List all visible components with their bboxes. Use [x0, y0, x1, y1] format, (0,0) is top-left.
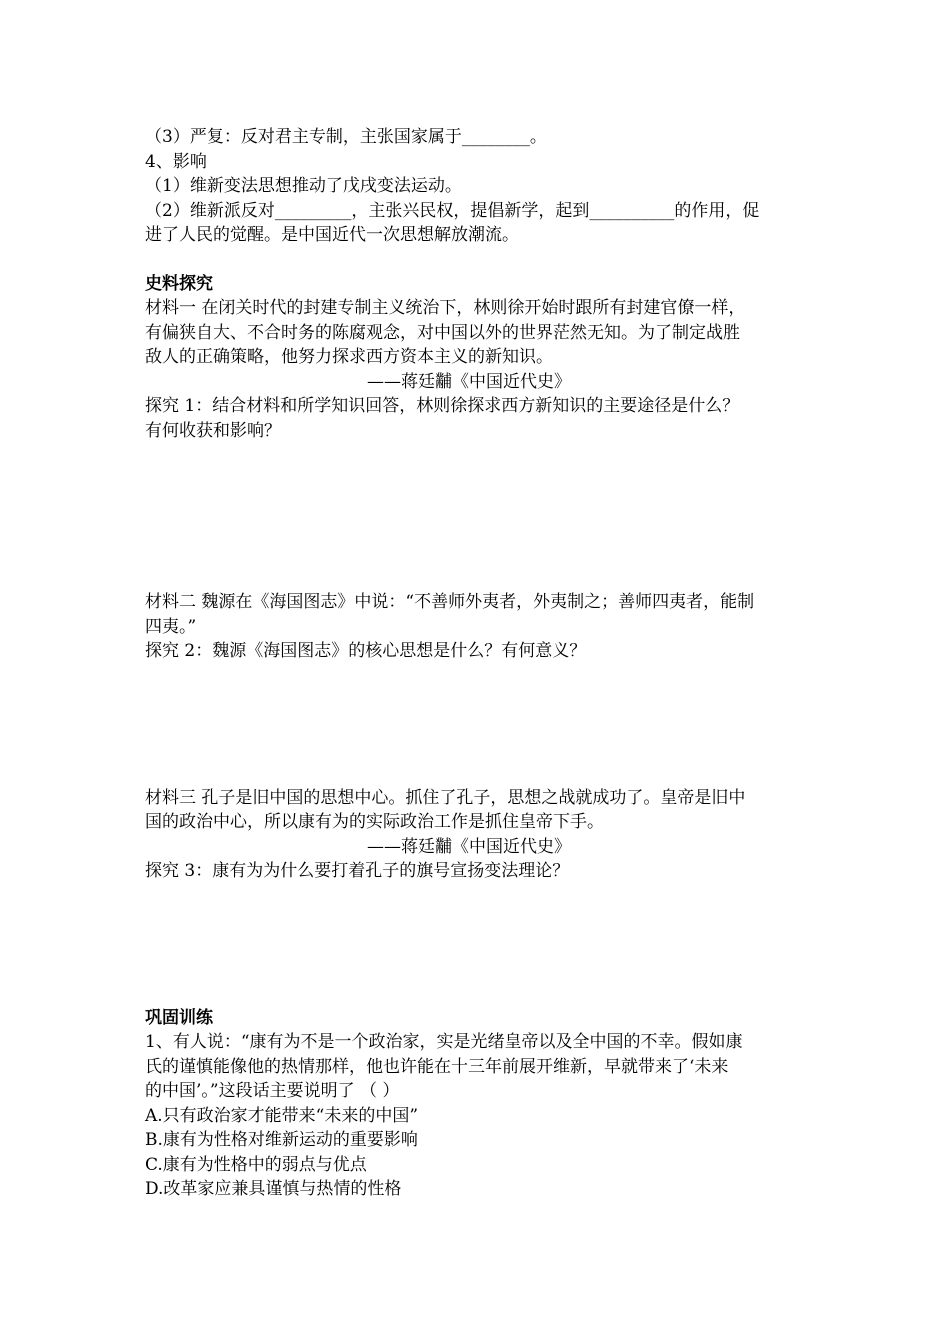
inquiry-1-line-2: 有何收获和影响？ — [145, 420, 281, 441]
yanfu-line: （3）严复：反对君主专制，主张国家属于________。 — [145, 127, 547, 147]
practice-q1-option-b: B.康有为性格对维新运动的重要影响 — [145, 1130, 418, 1150]
inquiry-1-line-1: 探究 1：结合材料和所学知识回答，林则徐探求西方新知识的主要途径是什么？ — [145, 396, 740, 416]
document-page — [145, 125, 813, 1202]
material-2-line-1: 材料二 魏源在《海国图志》中说：“不善师外夷者，外夷制之；善师四夷者，能制 — [145, 592, 755, 612]
practice-q1-line-2: 氏的谨慎能像他的热情那样，他也许能在十三年前展开维新，早就带来了‘未来 — [145, 1056, 729, 1077]
material-1-citation: ——蒋廷黼《中国近代史》 — [367, 371, 571, 392]
material-3-line-1: 材料三 孔子是旧中国的思想中心。抓住了孔子，思想之战就成功了。皇帝是旧中 — [145, 787, 746, 808]
inquiry-2: 探究 2：魏源《海国图志》的核心思想是什么？有何意义？ — [145, 641, 587, 661]
impact-item-1: （1）维新变法思想推动了戊戌变法运动。 — [145, 176, 462, 196]
spacer — [145, 248, 813, 272]
answer-space-2 — [145, 664, 813, 786]
impact-item-2-line-1: （2）维新派反对_________，主张兴民权，提倡新学，起到__________的作用，促 — [145, 200, 760, 221]
material-1-line-2: 有偏狭自大、不合时务的陈腐观念，对中国以外的世界茫然无知。为了制定战胜 — [145, 322, 740, 343]
answer-space-3 — [145, 884, 813, 1006]
practice-heading: 巩固训练 — [145, 1007, 213, 1028]
practice-q1-option-c: C.康有为性格中的弱点与优点 — [145, 1154, 367, 1175]
impact-item-2-line-2: 进了人民的觉醒。是中国近代一次思想解放潮流。 — [145, 225, 519, 245]
material-2-line-2: 四夷。” — [145, 616, 197, 637]
material-1-line-3: 敌人的正确策略，他努力探求西方资本主义的新知识。 — [145, 347, 553, 367]
material-3-citation: ——蒋廷黼《中国近代史》 — [367, 836, 571, 857]
practice-q1-line-1: 1、有人说：“康有为不是一个政治家，实是光绪皇帝以及全中国的不幸。假如康 — [145, 1032, 743, 1052]
answer-space-1 — [145, 443, 813, 590]
materials-heading: 史料探究 — [145, 273, 213, 294]
material-3-line-2: 国的政治中心，所以康有为的实际政治工作是抓住皇帝下手。 — [145, 812, 604, 832]
inquiry-3: 探究 3：康有为为什么要打着孔子的旗号宣扬变法理论？ — [145, 861, 570, 881]
practice-q1-option-a: A.只有政治家才能带来“未来的中国” — [145, 1105, 419, 1126]
practice-q1-line-3: 的中国’。”这段话主要说明了 （ ） — [145, 1081, 400, 1101]
practice-q1-option-d: D.改革家应兼具谨慎与热情的性格 — [145, 1179, 402, 1199]
material-1-line-1: 材料一 在闭关时代的封建专制主义统治下，林则徐开始时跟所有封建官僚一样， — [145, 298, 746, 318]
impact-heading: 4、影响 — [145, 151, 207, 172]
